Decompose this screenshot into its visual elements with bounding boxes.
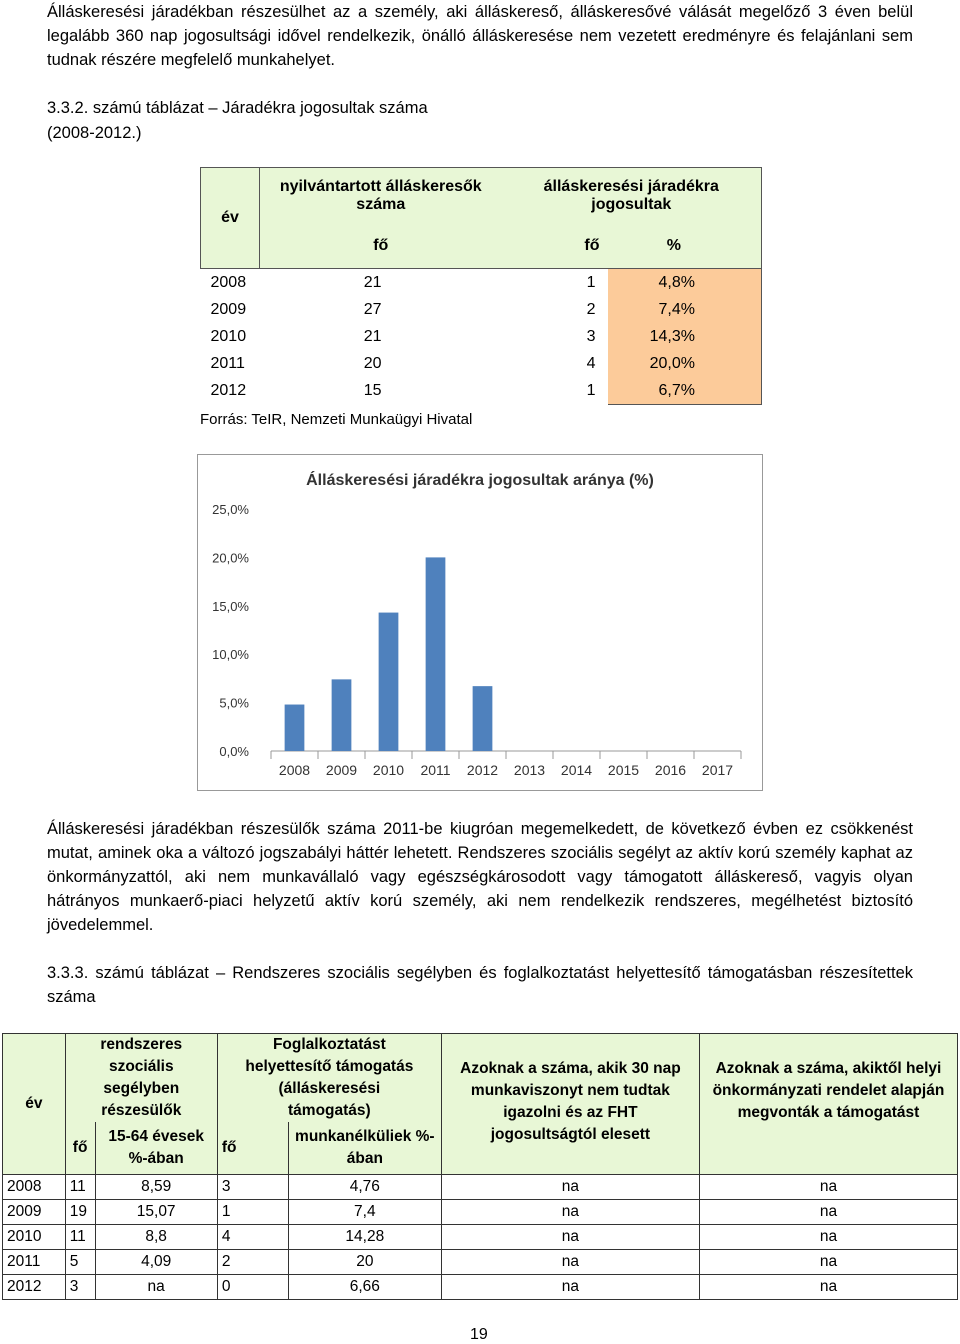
entitled-cell: 3 <box>586 327 596 345</box>
pct-cell: 7,4% <box>608 296 762 323</box>
t2-sub-1564: 15-64 évesek %-ában <box>95 1122 217 1175</box>
t2-pct2: 4,76 <box>288 1175 441 1200</box>
y-tick-label: 10,0% <box>212 647 249 663</box>
t2-n30: na <box>441 1200 699 1225</box>
t2-fo: 11 <box>65 1225 95 1250</box>
t2-n30: na <box>441 1275 699 1300</box>
x-tick-label: 2014 <box>560 762 593 778</box>
t2-nrend: na <box>699 1275 957 1300</box>
t2-nrend: na <box>699 1200 957 1225</box>
x-tick-label: 2010 <box>372 762 405 778</box>
t2-header-year: év <box>3 1034 66 1175</box>
bar <box>379 613 399 751</box>
pct-cell: 6,7% <box>608 377 762 405</box>
entitled-cell: 1 <box>586 273 596 291</box>
x-tick-label: 2009 <box>325 762 358 778</box>
table1-caption: 3.3.2. számú táblázat – Járadékra jogosultak száma <box>47 99 428 117</box>
x-tick-label: 2012 <box>466 762 499 778</box>
chart-title: Álláskeresési járadékra jogosultak aránya (%) <box>306 472 654 489</box>
t2-sub-munkanelk: munkanélküliek %-ában <box>288 1122 441 1175</box>
table-row <box>201 377 762 405</box>
entitled-cell: 1 <box>586 381 596 399</box>
y-tick-label: 0,0% <box>219 744 249 759</box>
header-entitled: álláskeresési járadékra jogosultak <box>502 168 762 225</box>
table-row <box>3 1225 958 1250</box>
table-row <box>201 323 762 350</box>
t2-fo: 5 <box>65 1250 95 1275</box>
registered-cell: 21 <box>363 273 382 291</box>
page-number: 19 <box>470 1326 488 1343</box>
t2-pct: na <box>95 1275 217 1300</box>
t2-year: 2010 <box>3 1225 66 1250</box>
bar <box>473 686 493 751</box>
header-fo-registered: fő <box>260 224 502 269</box>
t2-year: 2008 <box>3 1175 66 1200</box>
pct-cell: 4,8% <box>608 269 762 297</box>
table1-caption-years: (2008-2012.) <box>47 124 142 142</box>
x-tick-label: 2017 <box>701 762 734 778</box>
t2-fo2: 4 <box>217 1225 288 1250</box>
year-cell: 2012 <box>210 381 247 399</box>
intro-paragraph: Álláskeresési járadékban részesülhet az a személy, aki álláskereső, álláskeresővé válását megelőző 3 éven belül legalább 360 nap jogosultsági idővel rendelkezik, önálló álláskeresése nem vezetett eredményre és felajánlani sem tudnak részére megfelelő munkahelyet. <box>47 3 913 69</box>
table-row <box>3 1250 958 1275</box>
y-tick-label: 25,0% <box>212 502 249 517</box>
header-registered: nyilvántartott álláskeresők száma <box>260 168 502 225</box>
table-row <box>201 350 762 377</box>
table-row <box>201 269 762 297</box>
social-aid-table <box>2 1033 958 1300</box>
t2-year: 2009 <box>3 1200 66 1225</box>
t2-pct: 8,59 <box>95 1175 217 1200</box>
year-cell: 2011 <box>210 354 245 372</box>
header-year: év <box>201 168 260 269</box>
bar <box>285 705 305 751</box>
t2-n30: na <box>441 1250 699 1275</box>
entitled-ratio-chart <box>197 454 764 792</box>
t2-n30: na <box>441 1175 699 1200</box>
registered-cell: 21 <box>363 327 382 345</box>
t2-sub-fo-a: fő <box>65 1122 95 1175</box>
t2-nrend: na <box>699 1250 957 1275</box>
t2-n30: na <box>441 1225 699 1250</box>
t2-nrend: na <box>699 1225 957 1250</box>
x-tick-label: 2015 <box>607 762 640 778</box>
t2-pct2: 6,66 <box>288 1275 441 1300</box>
t2-fo: 3 <box>65 1275 95 1300</box>
t2-year: 2012 <box>3 1275 66 1300</box>
t2-header-rendelet: Azoknak a száma, akiktől helyi önkormányzati rendelet alapján megvonták a támogatást <box>699 1034 957 1175</box>
entitled-table <box>200 167 762 405</box>
pct-cell: 20,0% <box>608 350 762 377</box>
bar <box>426 557 446 751</box>
registered-cell: 15 <box>363 381 382 399</box>
table-row <box>201 296 762 323</box>
x-tick-label: 2016 <box>654 762 687 778</box>
registered-cell: 27 <box>363 300 382 318</box>
header-percent: % <box>608 224 762 269</box>
year-cell: 2008 <box>210 273 247 291</box>
table2-caption: 3.3.3. számú táblázat – Rendszeres szociális segélyben és foglalkoztatást helyettesítő támogatásban részesítettek száma <box>47 964 913 1006</box>
t2-fo2: 0 <box>217 1275 288 1300</box>
t2-header-fht: Foglalkoztatást helyettesítő támogatás (álláskeresési támogatás) <box>217 1034 441 1123</box>
t2-fo2: 1 <box>217 1200 288 1225</box>
x-tick-label: 2011 <box>420 762 451 778</box>
t2-sub-fo-b: fő <box>217 1122 288 1175</box>
entitled-cell: 2 <box>586 300 596 318</box>
header-fo-entitled: fő <box>502 224 608 269</box>
table-row <box>3 1275 958 1300</box>
t2-pct: 15,07 <box>95 1200 217 1225</box>
paragraph-2: Álláskeresési járadékban részesülők száma 2011-be kiugróan megemelkedett, de következő évben ez csökkenést mutat, aminek oka a változó jogszabályi háttér lehetett. Rendszeres szociális segélyt az aktív korú személy kaphat az önkormányzattól, aki nem munkavállaló vagy egészségkárosodott vagy támogatott álláskereső, vagyis olyan hátrányos munkaerő-piaci helyzetű aktív korú személy, aki nem rendelkezik rendszeres, megélhetést biztosító jövedelemmel. <box>47 820 913 934</box>
t2-pct: 4,09 <box>95 1250 217 1275</box>
table-row <box>3 1175 958 1200</box>
x-tick-label: 2013 <box>513 762 546 778</box>
table-row <box>3 1200 958 1225</box>
y-tick-label: 5,0% <box>219 695 249 711</box>
y-tick-label: 20,0% <box>212 550 249 566</box>
pct-cell: 14,3% <box>608 323 762 350</box>
t2-fo2: 2 <box>217 1250 288 1275</box>
t2-fo: 19 <box>65 1200 95 1225</box>
t2-pct: 8,8 <box>95 1225 217 1250</box>
t2-nrend: na <box>699 1175 957 1200</box>
entitled-cell: 4 <box>586 354 596 372</box>
year-cell: 2010 <box>210 327 247 345</box>
t2-year: 2011 <box>3 1250 66 1275</box>
table1-source: Forrás: TeIR, Nemzeti Munkaügyi Hivatal <box>200 411 473 428</box>
x-tick-label: 2008 <box>278 762 311 778</box>
t2-fo: 11 <box>65 1175 95 1200</box>
registered-cell: 20 <box>363 354 382 372</box>
bar <box>332 679 352 751</box>
y-tick-label: 15,0% <box>212 598 249 614</box>
t2-header-30nap: Azoknak a száma, akik 30 nap munkaviszonyt nem tudtak igazolni és az FHT jogosultságtól elesett <box>441 1034 699 1175</box>
t2-pct2: 20 <box>288 1250 441 1275</box>
t2-header-rss: rendszeres szociális segélyben részesülők <box>65 1034 217 1123</box>
t2-fo2: 3 <box>217 1175 288 1200</box>
t2-pct2: 7,4 <box>288 1200 441 1225</box>
t2-pct2: 14,28 <box>288 1225 441 1250</box>
year-cell: 2009 <box>210 300 247 318</box>
